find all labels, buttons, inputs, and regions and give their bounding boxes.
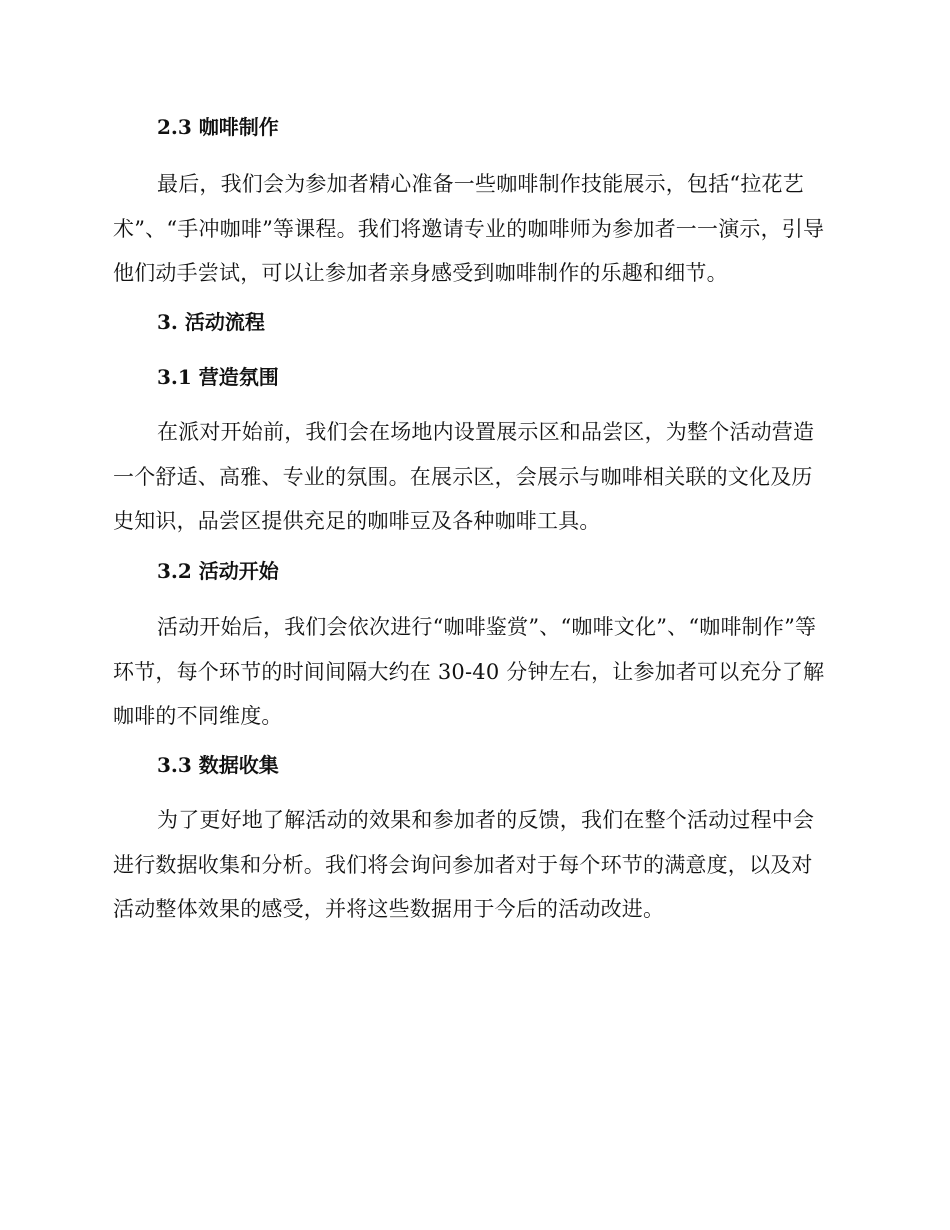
- section-heading-3-2: 3.2 活动开始: [157, 559, 279, 583]
- section-paragraph-3-2: 活动开始后，我们会依次进行“咖啡鉴赏”、“咖啡文化”、“咖啡制作”等环节，每个环节的时间间隔大约在 30-40 分钟左右，让参加者可以充分了解咖啡的不同维度。: [113, 615, 825, 728]
- section-heading-3-3: 3.3 数据收集: [157, 753, 279, 777]
- section-heading-3: 3. 活动流程: [157, 310, 265, 334]
- section-heading-2-3: 2.3 咖啡制作: [157, 115, 279, 139]
- section-paragraph-3-1: 在派对开始前，我们会在场地内设置展示区和品尝区，为整个活动营造一个舒适、高雅、专业的氛围。在展示区，会展示与咖啡相关联的文化及历史知识，品尝区提供充足的咖啡豆及各种咖啡工具。: [113, 420, 815, 533]
- section-heading-3-1: 3.1 营造氛围: [157, 365, 279, 389]
- section-paragraph-3-3: 为了更好地了解活动的效果和参加者的反馈，我们在整个活动过程中会进行数据收集和分析。我们将会询问参加者对于每个环节的满意度，以及对活动整体效果的感受，并将这些数据用于今后的活动改进。: [113, 808, 815, 921]
- section-paragraph-2-3: 最后，我们会为参加者精心准备一些咖啡制作技能展示，包括“拉花艺术”、“手冲咖啡”等课程。我们将邀请专业的咖啡师为参加者一一演示，引导他们动手尝试，可以让参加者亲身感受到咖啡制作的乐趣和细节。: [113, 172, 825, 285]
